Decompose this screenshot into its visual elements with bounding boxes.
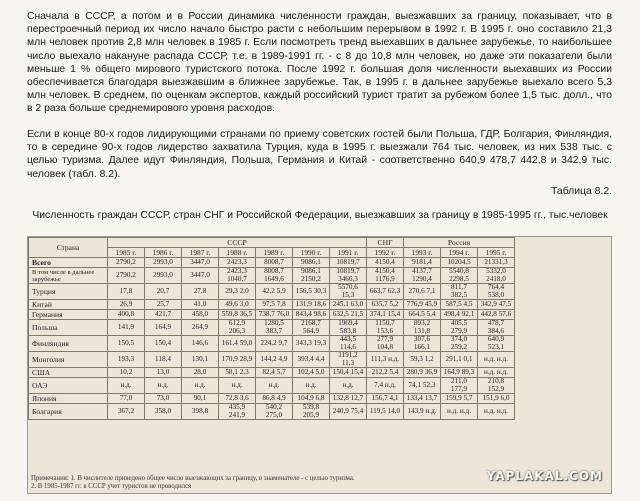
- table-cell: 164,9 89,3: [441, 368, 478, 378]
- table-cell: 1150,7 153,6: [367, 320, 404, 336]
- table-cell: 72,8 3,6: [219, 394, 256, 404]
- table-cell: 421,7: [145, 310, 182, 320]
- year-header: 1985 г.: [108, 248, 145, 258]
- table-cell: 374,0 259,2: [441, 336, 478, 352]
- table-cell: 20,7: [145, 284, 182, 300]
- table-cell: 150,4: [145, 336, 182, 352]
- table-cell: 170,9 28,9: [219, 352, 256, 368]
- table-cell: 141,9: [108, 320, 145, 336]
- table-cell: 4137,7 1290,4: [404, 268, 441, 284]
- row-country-name: Китай: [29, 300, 108, 310]
- table-cell: 41,0: [182, 300, 219, 310]
- table-cell: 28,0: [182, 368, 219, 378]
- table-cell: 10819,7: [330, 258, 367, 268]
- table-row: [29, 258, 515, 268]
- table-cell: 398,8: [182, 404, 219, 420]
- table-cell: 156,7 4,1: [367, 394, 404, 404]
- table-cell: 10819,7 3466,3: [330, 268, 367, 284]
- year-header: 1992 г.: [367, 248, 404, 258]
- table-cell: 156,5 30,3: [293, 284, 330, 300]
- table-cell: 82,4 5,7: [256, 368, 293, 378]
- table-cell: 478,7 384,6: [478, 320, 515, 336]
- table-row: [29, 320, 515, 336]
- table-cell: 458,0: [182, 310, 219, 320]
- table-cell: 58,1 2,3: [219, 368, 256, 378]
- table-cell: 367,2: [108, 404, 145, 420]
- table-cell: 27,8: [182, 284, 219, 300]
- table-cell: 9086,1: [293, 258, 330, 268]
- table-cell: 49,6 3,0: [219, 300, 256, 310]
- table-cell: 26,9: [108, 300, 145, 310]
- table-cell: 151,9 6,0: [478, 394, 515, 404]
- table-cell: 240,9 75,4: [330, 404, 367, 420]
- table-cell: 193,3: [108, 352, 145, 368]
- table-cell: 42,2 5,9: [256, 284, 293, 300]
- table-cell: 17,8: [108, 284, 145, 300]
- table-cell: 435,9 241,9: [219, 404, 256, 420]
- year-header: 1989 г.: [256, 248, 293, 258]
- table-cell: 280,9 36,9: [404, 368, 441, 378]
- table-cell: 2790,2: [108, 258, 145, 268]
- table-cell: 635,7 5,2: [367, 300, 404, 310]
- table-cell: 5540,8 2298,5: [441, 268, 478, 284]
- table-cell: 2423,3 1040,7: [219, 268, 256, 284]
- row-country-name: Польша: [29, 320, 108, 336]
- table-cell: 119,5 14,0: [367, 404, 404, 420]
- row-country-name: Германия: [29, 310, 108, 320]
- row-country-name: Всего: [29, 258, 108, 268]
- table-cell: 358,0: [145, 404, 182, 420]
- table-row: [29, 378, 515, 394]
- table-cell: 640,9 523,1: [478, 336, 515, 352]
- table-row: [29, 284, 515, 300]
- table-cell: 10204,5: [441, 258, 478, 268]
- table-cell: 150,5: [108, 336, 145, 352]
- table-cell: 443,5 114,6: [330, 336, 367, 352]
- table-cell: н.д. н.д.: [478, 368, 515, 378]
- table-cell: 612,9 206,3: [219, 320, 256, 336]
- paragraph-2: Если в конце 80-х годов лидирующими странами по приему советских гостей были Польша, ГДР, Болгария, Финляндия, то в середине 90-х годов лидерство захватила Турция, куда в 1995 г. выезжали 764 тыс. человек, из них 538 тыс. с целью туризма. Далее идут Финляндия, Польша, Германия и Китай - соответственно 640,9 478,7 442,8 и 342,9 тыс. человек (табл. 8.2).: [27, 129, 612, 180]
- table-row: [29, 268, 515, 284]
- table-cell: 5570,6 15,3: [330, 284, 367, 300]
- table-cell: 73,0: [145, 394, 182, 404]
- statistics-table: [28, 237, 515, 420]
- table-cell: н.д.: [330, 378, 367, 394]
- table-cell: 400,8: [108, 310, 145, 320]
- note-2: 2. В 1985-1987 гг. в СССР учет туристов не проводился: [31, 483, 192, 490]
- table-cell: 811,7 382,5: [441, 284, 478, 300]
- table-cell: 343,3 19,3: [293, 336, 330, 352]
- table-cell: 143,9 н.д.: [404, 404, 441, 420]
- group-ussr: СССР: [108, 238, 367, 248]
- row-country-name: ОАЭ: [29, 378, 108, 394]
- table-cell: 277,9 104,8: [367, 336, 404, 352]
- table-cell: 1969,4 583,8: [330, 320, 367, 336]
- table-cell: 97,5 7,8: [256, 300, 293, 310]
- year-header: 1993 г.: [404, 248, 441, 258]
- table-cell: 104,9 6,8: [293, 394, 330, 404]
- table-cell: н.д.: [182, 378, 219, 394]
- table-cell: 102,4 5,0: [293, 368, 330, 378]
- table-cell: 77,0: [108, 394, 145, 404]
- table-cell: 393,4 4,4: [293, 352, 330, 368]
- table-cell: 498,4 92,1: [441, 310, 478, 320]
- table-cell: 90,1: [182, 394, 219, 404]
- table-cell: 150,4 15,4: [330, 368, 367, 378]
- year-header: 1987 г.: [182, 248, 219, 258]
- table-row: [29, 336, 515, 352]
- table-cell: 25,7: [145, 300, 182, 310]
- table-cell: 264,9: [182, 320, 219, 336]
- table-cell: 8008,7 1649,6: [256, 268, 293, 284]
- table-cell: 893,2 131,8: [404, 320, 441, 336]
- table-cell: 587,5 4,5: [441, 300, 478, 310]
- table-cell: 9181,4: [404, 258, 441, 268]
- country-header: Страна: [29, 238, 108, 258]
- table-row: [29, 352, 515, 368]
- table-cell: 4150,4: [367, 258, 404, 268]
- table-cell: 132,8 12,7: [330, 394, 367, 404]
- table-cell: 1191,2 11,3: [330, 352, 367, 368]
- watermark: YAPLAKAL.COM: [486, 469, 603, 483]
- table-cell: 1280,5 383,7: [256, 320, 293, 336]
- table-cell: 2993,0: [145, 268, 182, 284]
- table-label: Таблица 8.2.: [551, 186, 612, 197]
- year-header: 1994 г.: [441, 248, 478, 258]
- table-row: [29, 394, 515, 404]
- table-cell: 442,8 57,6: [478, 310, 515, 320]
- table-cell: 2423,3: [219, 258, 256, 268]
- table-cell: н.д. н.д.: [478, 352, 515, 368]
- table-cell: 245,1 63,0: [330, 300, 367, 310]
- table-cell: 146,6: [182, 336, 219, 352]
- note-1: Примечания: 1. В числителе приведено общее число выезжающих за границу, в знаменателе - с целью туризма.: [31, 475, 355, 482]
- table-cell: 764,4 538,0: [478, 284, 515, 300]
- table-cell: 374,1 15,4: [367, 310, 404, 320]
- table-cell: н.д.: [145, 378, 182, 394]
- table-cell: н.д.: [219, 378, 256, 394]
- table-row: [29, 368, 515, 378]
- year-header: 1988 г.: [219, 248, 256, 258]
- table-cell: н.д.: [293, 378, 330, 394]
- table-cell: 3447,0: [182, 268, 219, 284]
- table-cell: 9086,1 2150,2: [293, 268, 330, 284]
- table-cell: 130,1: [182, 352, 219, 368]
- table-cell: 224,2 9,7: [256, 336, 293, 352]
- table-cell: 776,9 45,9: [404, 300, 441, 310]
- group-cis: СНГ: [367, 238, 404, 248]
- table-cell: 664,5 5,4: [404, 310, 441, 320]
- table-cell: 270,6 7,1: [404, 284, 441, 300]
- table-cell: 59,3 1,2: [404, 352, 441, 368]
- table-cell: н.д.: [256, 378, 293, 394]
- table-cell: 74,1 52,3: [404, 378, 441, 394]
- table-cell: н.д. н.д.: [478, 404, 515, 420]
- table-cell: 307,6 166,1: [404, 336, 441, 352]
- table-cell: 738,7 76,0: [256, 310, 293, 320]
- table-cell: 29,3 2,0: [219, 284, 256, 300]
- table-cell: 632,5 21,5: [330, 310, 367, 320]
- row-country-name: США: [29, 368, 108, 378]
- table-cell: 5332,0 2418,0: [478, 268, 515, 284]
- table-cell: 405,5 279,9: [441, 320, 478, 336]
- table-cell: 159,9 5,7: [441, 394, 478, 404]
- table-title: Численность граждан СССР, стран СНГ и Российской Федерации, выезжавших за границу в 1985-1995 гг., тыс.человек: [32, 210, 608, 221]
- row-country-name: Япония: [29, 394, 108, 404]
- row-country-name: Турция: [29, 284, 108, 300]
- table-cell: 539,8 205,9: [293, 404, 330, 420]
- year-header: 1995 г.: [478, 248, 515, 258]
- table-cell: 210,8 152,9: [478, 378, 515, 394]
- table-cell: 118,4: [145, 352, 182, 368]
- table-row: [29, 404, 515, 420]
- table-cell: 559,8 36,5: [219, 310, 256, 320]
- table-cell: 86,8 4,9: [256, 394, 293, 404]
- table-cell: 663,7 62,3: [367, 284, 404, 300]
- table-cell: 342,9 47,5: [478, 300, 515, 310]
- table-cell: 7,4 н.д.: [367, 378, 404, 394]
- table-cell: 111,3 н.д.: [367, 352, 404, 368]
- year-header: 1986 г.: [145, 248, 182, 258]
- paragraph-1: Сначала в СССР, а потом и в России динамика численности граждан, выезжавших за границу, показывает, что в перестроечный период их число начало быстро расти с небольшим перерывом в 1992 г. В 1995 г. оно составило 21,3 млн человек против 2,8 млн человек в 1985 г. Если посмотреть тренд выехавших в дальнее зарубежье, то наибольшее число выехало накануне распада СССР, т.е. в 1989-1991 гг. - с 8 до 10,8 млн человек, но даже эти показатели были меньше 1 % общего мирового туристского потока. После 1992 г. большая доля численности выехавших из России обеспечивается благодаря выезжавшим в ближнее зарубежье. Так, в 1995 г. в дальнее зарубежье выехало всего 5,3 млн человек. В среднем, по оценкам экспертов, каждый российский турист тратит за рубежом более 1,5 тыс. долл., что в 2 раза больше среднемирового уровня расходов.: [27, 11, 612, 115]
- year-header: 1991 г.: [330, 248, 367, 258]
- table-cell: 211,0 177,9: [441, 378, 478, 394]
- table-notes: [31, 475, 355, 491]
- scanned-table-image: [27, 236, 612, 494]
- table-cell: 161,4 59,0: [219, 336, 256, 352]
- table-cell: 21331,3: [478, 258, 515, 268]
- table-cell: 133,4 13,7: [404, 394, 441, 404]
- table-cell: 3447,0: [182, 258, 219, 268]
- table-cell: 540,2 275,0: [256, 404, 293, 420]
- table-cell: 2790,2: [108, 268, 145, 284]
- table-cell: 291,1 0,1: [441, 352, 478, 368]
- table-cell: 144,2 4,9: [256, 352, 293, 368]
- table-cell: 2168,7 564,9: [293, 320, 330, 336]
- table-cell: 13,0: [145, 368, 182, 378]
- table-cell: 8008,7: [256, 258, 293, 268]
- table-body: [29, 258, 515, 420]
- row-country-name: В том числе в дальнее зарубежье: [29, 268, 108, 284]
- table-cell: 2993,0: [145, 258, 182, 268]
- table-cell: 10,2: [108, 368, 145, 378]
- table-cell: н.д. н.д.: [441, 404, 478, 420]
- table-row: [29, 300, 515, 310]
- row-country-name: Монголия: [29, 352, 108, 368]
- table-cell: 843,4 98,6: [293, 310, 330, 320]
- row-country-name: Финляндия: [29, 336, 108, 352]
- table-row: [29, 310, 515, 320]
- table-cell: 212,2 5,4: [367, 368, 404, 378]
- year-header: 1990 г.: [293, 248, 330, 258]
- table-cell: 164,9: [145, 320, 182, 336]
- table-cell: 131,9 18,6: [293, 300, 330, 310]
- row-country-name: Болгария: [29, 404, 108, 420]
- group-russia: Россия: [404, 238, 515, 248]
- table-cell: н.д.: [108, 378, 145, 394]
- table-cell: 4150,4 1176,9: [367, 268, 404, 284]
